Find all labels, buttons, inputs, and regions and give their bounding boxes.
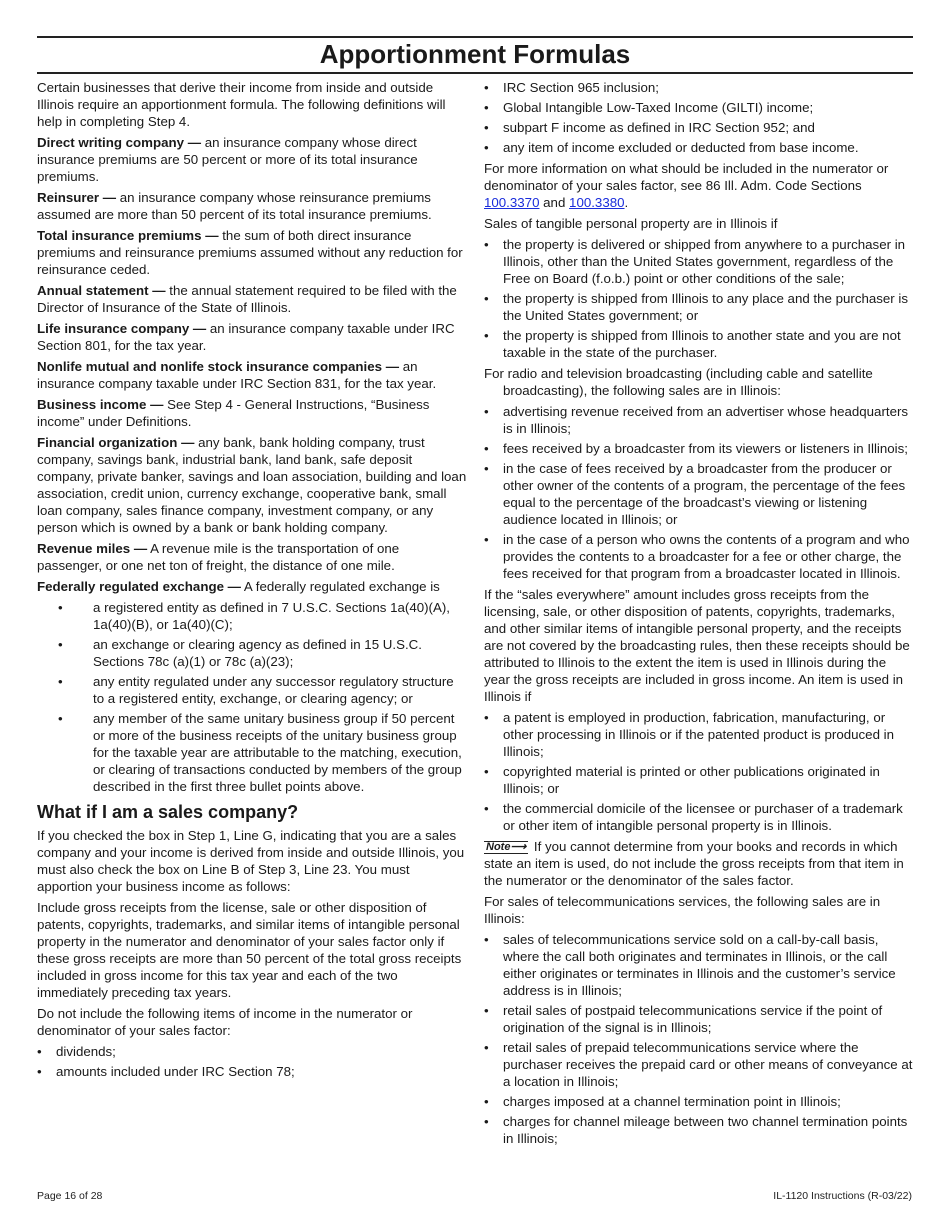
broadcast-intro: For radio and television broadcasting (including cable and satellite broadcasting), the following sales are in Illinois: bbox=[484, 366, 873, 398]
used-in-illinois-bullet-list bbox=[484, 709, 914, 834]
list-item: • copyrighted material is printed or other publications originated in Illinois; or bbox=[484, 763, 914, 797]
definition-text: an insurance company whose direct insurance premiums are 50 percent or more of its total insurance premiums. bbox=[37, 135, 418, 184]
definitions-list bbox=[37, 134, 467, 595]
list-item: • charges for channel mileage between two channel termination points in Illinois; bbox=[484, 1113, 914, 1147]
page-number: Page 16 of 28 bbox=[37, 1190, 103, 1202]
definition-text: an insurance company whose reinsurance premiums assumed are more than 50 percent of its total insurance premiums. bbox=[37, 190, 432, 222]
list-item: • the property is delivered or shipped from anywhere to a purchaser in Illinois, other than the United States government, regardless of the Free on Board (f.o.b.) point or other conditions of the sale; bbox=[484, 236, 914, 287]
list-item: • advertising revenue received from an advertiser whose headquarters is in Illinois; bbox=[484, 403, 914, 437]
telecom-bullet-list bbox=[484, 931, 914, 1147]
more-info-paragraph bbox=[484, 160, 914, 211]
definition bbox=[37, 320, 467, 354]
code-section-link-3380[interactable]: 100.3380 bbox=[569, 195, 625, 210]
definition bbox=[37, 434, 467, 536]
period-text: . bbox=[624, 195, 629, 210]
list-item: • the property is shipped from Illinois to another state and you are not taxable in the state of the purchaser. bbox=[484, 327, 914, 361]
definition-text: the sum of both direct insurance premiums and reinsurance premiums assumed without any reduction for reinsurance ceded. bbox=[37, 228, 463, 277]
definition bbox=[37, 282, 467, 316]
sales-everywhere-paragraph: If the “sales everywhere” amount includes gross receipts from the licensing, sale, or other disposition of patents, copyrights, trademarks, and other similar items of intangible personal property, and the receipts are not covered by the broadcasting rules, then these receipts should be attributed to Illinois to the extent the item is used in Illinois during the year the gross receipts are included in gross income. An item is used in Illinois if bbox=[484, 587, 910, 704]
definition-term: Annual statement — bbox=[37, 283, 166, 298]
tangible-bullet-list bbox=[484, 236, 914, 361]
definition-text: an insurance company taxable under IRC Section 801, for the tax year. bbox=[37, 321, 455, 353]
list-item: • Global Intangible Low-Taxed Income (GILTI) income; bbox=[484, 99, 914, 116]
list-item: • subpart F income as defined in IRC Section 952; and bbox=[484, 119, 914, 136]
definition-text: See Step 4 - General Instructions, “Business income” under Definitions. bbox=[37, 397, 430, 429]
list-item: • dividends; bbox=[37, 1043, 467, 1060]
definition-term: Financial organization — bbox=[37, 435, 195, 450]
right-column bbox=[484, 79, 914, 1151]
exchange-bullet-list bbox=[37, 599, 467, 795]
definition bbox=[37, 578, 467, 595]
list-item: • charges imposed at a channel termination point in Illinois; bbox=[484, 1093, 914, 1110]
definition-term: Revenue miles — bbox=[37, 541, 148, 556]
definition bbox=[37, 134, 467, 185]
sales-paragraph-2: Include gross receipts from the license, sale or other disposition of patents, copyrights, trademarks, and similar items of intangible personal property in the numerator and denominator of your sales factor only if these gross receipts are more than 50 percent of the total gross receipts included in gross income for this tax year and each of the two immediately preceding tax years. bbox=[37, 900, 462, 1000]
code-section-link-3370[interactable]: 100.3370 bbox=[484, 195, 540, 210]
definition bbox=[37, 189, 467, 223]
list-item: • in the case of fees received by a broadcaster from the producer or other owner of the contents of a program, the percentage of the fees equal to the percentage of the broadcast’s viewing or listening audience located in Illinois; or bbox=[484, 460, 914, 528]
list-item: • a patent is employed in production, fabrication, manufacturing, or other processing in Illinois or if the patented product is produced in Illinois; bbox=[484, 709, 914, 760]
list-item: • sales of telecommunications service sold on a call-by-call basis, where the call both originates and terminates in Illinois, or the call either originates or terminates in Illinois and the customer’s service address is in Illinois; bbox=[484, 931, 914, 999]
definition bbox=[37, 227, 467, 278]
list-item: • the commercial domicile of the licensee or purchaser of a trademark or other item of intangible personal property is in Illinois. bbox=[484, 800, 914, 834]
note-label: Note bbox=[486, 841, 511, 853]
definition-term: Federally regulated exchange — bbox=[37, 579, 241, 594]
sales-paragraph-1: If you checked the box in Step 1, Line G, indicating that you are a sales company and your income is derived from inside and outside Illinois, you must also check the box on Line B of Step 3, Line 23. You must apportion your business income as follows: bbox=[37, 828, 465, 894]
tangible-intro: Sales of tangible personal property are in Illinois if bbox=[484, 216, 778, 231]
definition bbox=[37, 540, 467, 574]
list-item: • fees received by a broadcaster from its viewers or listeners in Illinois; bbox=[484, 440, 914, 457]
more-info-text: For more information on what should be included in the numerator or denominator of your sales factor, see 86 Ill. Adm. Code Sections bbox=[484, 161, 889, 193]
definition-text: an insurance company taxable under IRC Section 831, for the tax year. bbox=[37, 359, 437, 391]
list-item: • retail sales of prepaid telecommunications service where the purchaser receives the prepaid card or other means of conveyance at a location in Illinois; bbox=[484, 1039, 914, 1090]
note-paragraph bbox=[484, 838, 914, 889]
telecom-intro: For sales of telecommunications services, the following sales are in Illinois: bbox=[484, 894, 881, 926]
list-item: • any item of income excluded or deducted from base income. bbox=[484, 139, 914, 156]
intro-paragraph: Certain businesses that derive their income from inside and outside Illinois require an apportionment formula. The following definitions will help in completing Step 4. bbox=[37, 80, 446, 129]
definition-term: Total insurance premiums — bbox=[37, 228, 219, 243]
list-item: • IRC Section 965 inclusion; bbox=[484, 79, 914, 96]
definition-term: Business income — bbox=[37, 397, 164, 412]
definition bbox=[37, 396, 467, 430]
definition-text: A revenue mile is the transportation of one passenger, or one net ton of freight, the distance of one mile. bbox=[37, 541, 400, 573]
list-item: • an exchange or clearing agency as defined in 15 U.S.C. Sections 78c (a)(1) or 78c (a)(23); bbox=[37, 636, 467, 670]
form-identifier: IL-1120 Instructions (R-03/22) bbox=[773, 1190, 912, 1202]
broadcast-bullet-list bbox=[484, 403, 914, 582]
list-item: • a registered entity as defined in 7 U.S.C. Sections 1a(40)(A), 1a(40)(B), or 1a(40)(C); bbox=[37, 599, 467, 633]
list-item: • in the case of a person who owns the contents of a program and who provides the contents to a broadcaster for a fee or other charge, the fees received for that program from a broadcaster located in Illinois. bbox=[484, 531, 914, 582]
page-title: Apportionment Formulas bbox=[37, 38, 913, 74]
section-heading: What if I am a sales company? bbox=[37, 802, 299, 822]
list-item: • any member of the same unitary business group if 50 percent or more of the business receipts of the unitary business group for the taxable year are attributable to the matching, execution, or clearing of transactions conducted by members of the group described in the first three bullet points above. bbox=[37, 710, 467, 795]
list-item: • any entity regulated under any successor regulatory structure to a registered entity, exchange, or clearing agency; or bbox=[37, 673, 467, 707]
definition-text: any bank, bank holding company, trust company, savings bank, industrial bank, land bank, safe deposit company, private banker, savings and loan association, building and loan association, credit union, currency exchange, cooperative bank, small loan company, sales finance company, investment company, or any person which is owned by a bank or bank holding company. bbox=[37, 435, 467, 535]
definition-term: Reinsurer — bbox=[37, 190, 117, 205]
list-item: • the property is shipped from Illinois to any place and the purchaser is the United States government; or bbox=[484, 290, 914, 324]
note-text: If you cannot determine from your books and records in which state an item is used, do not include the gross receipts from that item in the numerator or the denominator of the sales factor. bbox=[484, 839, 904, 888]
definition-term: Nonlife mutual and nonlife stock insurance companies — bbox=[37, 359, 400, 374]
exclude-bullet-list-continued bbox=[484, 79, 914, 156]
exclude-bullet-list bbox=[37, 1043, 467, 1080]
definition-text: the annual statement required to be filed with the Director of Insurance of the State of Illinois. bbox=[37, 283, 457, 315]
definition-text: A federally regulated exchange is bbox=[240, 579, 440, 594]
sales-paragraph-3: Do not include the following items of income in the numerator or denominator of your sales factor: bbox=[37, 1006, 413, 1038]
and-text: and bbox=[539, 195, 570, 210]
list-item: • amounts included under IRC Section 78; bbox=[37, 1063, 467, 1080]
note-icon: Note⟶ bbox=[486, 841, 527, 853]
left-column bbox=[37, 79, 467, 1084]
definition-term: Life insurance company — bbox=[37, 321, 207, 336]
definition bbox=[37, 358, 467, 392]
list-item: • retail sales of postpaid telecommunications service if the point of origination of the signal is in Illinois; bbox=[484, 1002, 914, 1036]
definition-term: Direct writing company — bbox=[37, 135, 202, 150]
